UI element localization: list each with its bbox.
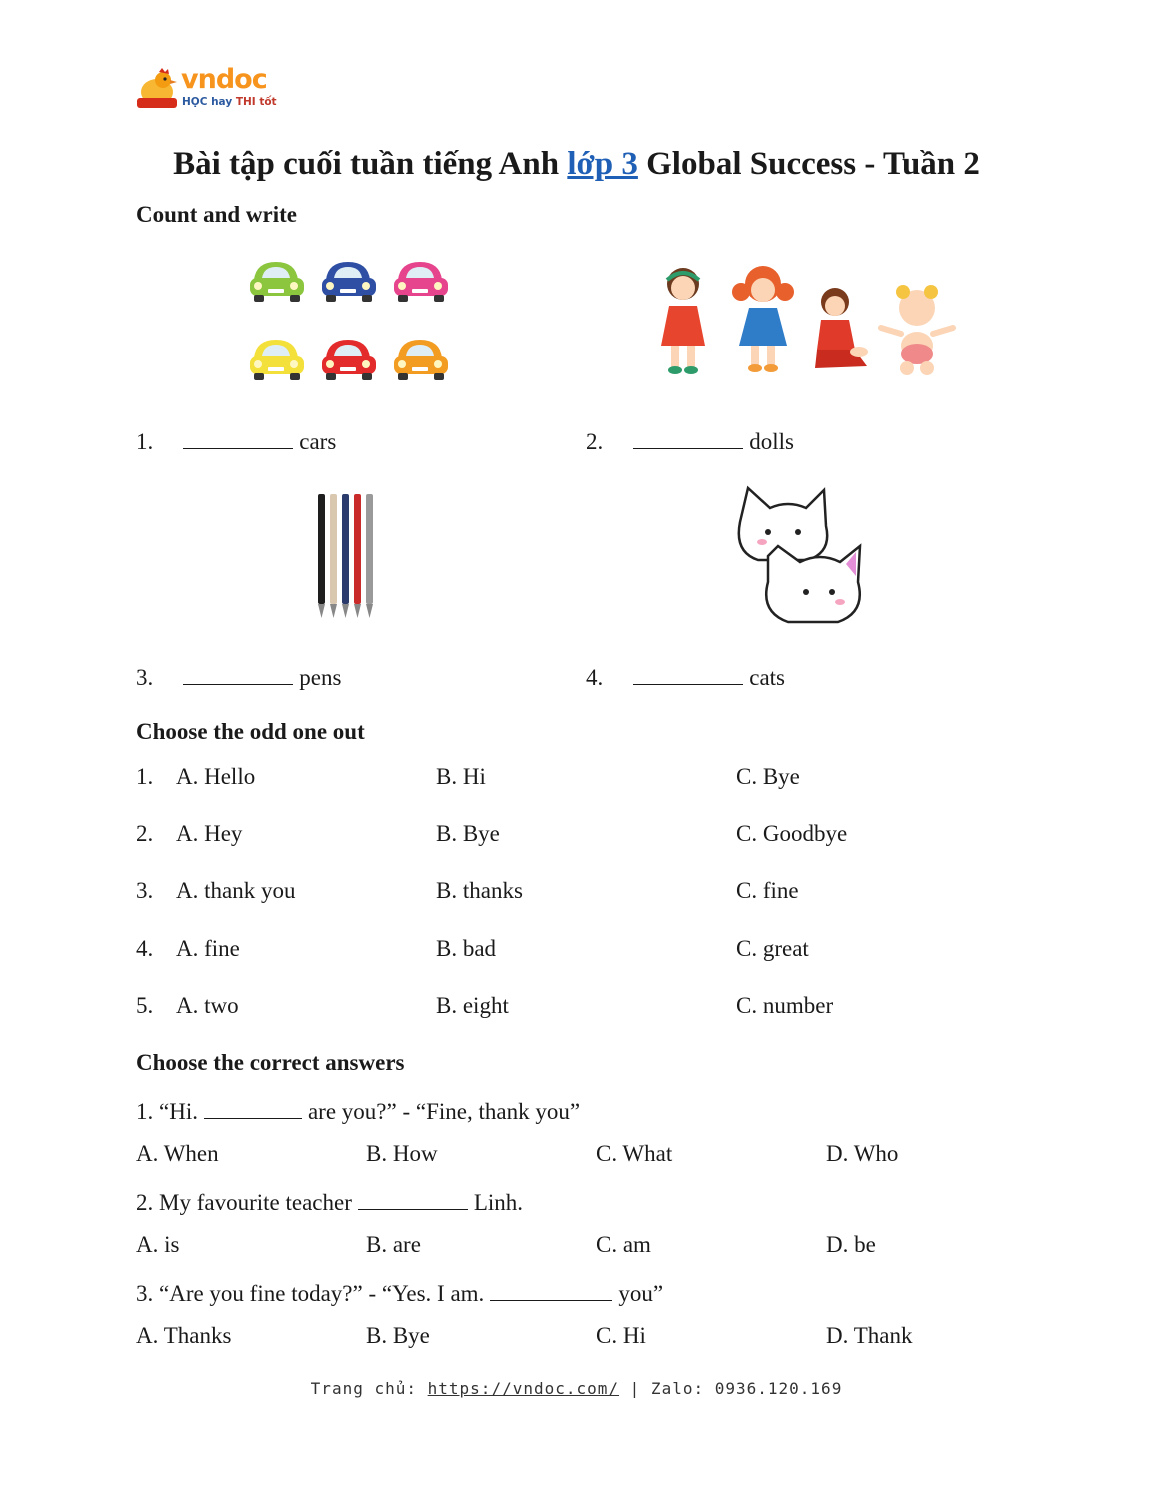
question-2: 2. My favourite teacher Linh. <box>136 1187 523 1216</box>
option-c[interactable]: C. fine <box>736 878 799 903</box>
option-c[interactable]: C. What <box>596 1141 673 1166</box>
option-a[interactable]: A. thank you <box>176 878 296 903</box>
option-a[interactable]: A. two <box>176 993 239 1018</box>
option-a[interactable]: A. When <box>136 1141 219 1166</box>
count-item-2: 2. dolls <box>586 426 794 455</box>
answer-blank[interactable] <box>358 1187 468 1210</box>
option-b[interactable]: B. Bye <box>366 1323 430 1348</box>
grade-link[interactable]: lớp 3 <box>567 146 638 182</box>
count-item-3: 3. pens <box>136 662 341 691</box>
logo-tagline: HỌC hay THI tốt <box>182 96 277 108</box>
section-heading-count: Count and write <box>136 202 298 227</box>
section-heading-odd-one-out: Choose the odd one out <box>136 719 365 744</box>
answer-blank[interactable] <box>633 426 743 449</box>
list-item: 2. <box>136 821 154 846</box>
option-a[interactable]: A. Thanks <box>136 1323 232 1348</box>
option-b[interactable]: B. How <box>366 1141 438 1166</box>
question-1: 1. “Hi. are you?” - “Fine, thank you” <box>136 1096 580 1125</box>
option-d[interactable]: D. Thank <box>826 1323 913 1348</box>
option-c[interactable]: C. number <box>736 993 834 1018</box>
option-c[interactable]: C. Goodbye <box>736 821 848 846</box>
logo-wordmark: vndoc <box>181 64 267 95</box>
answer-blank[interactable] <box>633 662 743 685</box>
answer-blank[interactable] <box>490 1278 612 1301</box>
answer-blank[interactable] <box>183 662 293 685</box>
car-1 <box>250 262 304 302</box>
option-c[interactable]: C. great <box>736 936 809 961</box>
doll-4 <box>881 285 953 375</box>
answer-blank[interactable] <box>204 1096 302 1119</box>
car-3 <box>394 262 448 302</box>
rooster-mascot-icon <box>135 68 181 110</box>
question-3: 3. “Are you fine today?” - “Yes. I am. you” <box>136 1278 663 1307</box>
homepage-link[interactable]: https://vndoc.com/ <box>427 1379 620 1398</box>
option-c[interactable]: C. Bye <box>736 764 800 789</box>
option-b[interactable]: B. are <box>366 1232 421 1257</box>
doll-3 <box>815 288 868 368</box>
car-2 <box>322 262 376 302</box>
option-b[interactable]: B. eight <box>436 993 509 1018</box>
option-a[interactable]: A. is <box>136 1232 180 1257</box>
dolls-picture <box>645 262 961 380</box>
count-item-4: 4. cats <box>586 662 785 691</box>
doll-2 <box>732 266 794 372</box>
doll-1 <box>661 268 705 374</box>
count-item-1: 1. cars <box>136 426 336 455</box>
option-c[interactable]: C. am <box>596 1232 651 1257</box>
list-item: 3. <box>136 878 154 903</box>
page-title: Bài tập cuối tuần tiếng Anh lớp 3 Global Success - Tuần 2 <box>173 146 980 182</box>
cats-picture <box>728 482 874 632</box>
list-item: 1. <box>136 764 154 789</box>
car-4 <box>250 340 304 380</box>
section-heading-correct-answers: Choose the correct answers <box>136 1050 405 1075</box>
page-footer: Trang chủ: https://vndoc.com/ | Zalo: 0936.120.169 <box>310 1379 843 1398</box>
car-6 <box>394 340 448 380</box>
vndoc-logo[interactable] <box>135 64 285 114</box>
option-b[interactable]: B. Bye <box>436 821 500 846</box>
option-a[interactable]: A. Hey <box>176 821 243 846</box>
option-d[interactable]: D. be <box>826 1232 876 1257</box>
pens-picture <box>312 490 386 626</box>
option-a[interactable]: A. fine <box>176 936 240 961</box>
option-d[interactable]: D. Who <box>826 1141 899 1166</box>
option-b[interactable]: B. bad <box>436 936 497 961</box>
list-item: 4. <box>136 936 154 961</box>
cars-picture <box>248 258 454 384</box>
option-a[interactable]: A. Hello <box>176 764 256 789</box>
option-b[interactable]: B. Hi <box>436 764 486 789</box>
answer-blank[interactable] <box>183 426 293 449</box>
option-c[interactable]: C. Hi <box>596 1323 646 1348</box>
car-5 <box>322 340 376 380</box>
option-b[interactable]: B. thanks <box>436 878 523 903</box>
list-item: 5. <box>136 993 154 1018</box>
